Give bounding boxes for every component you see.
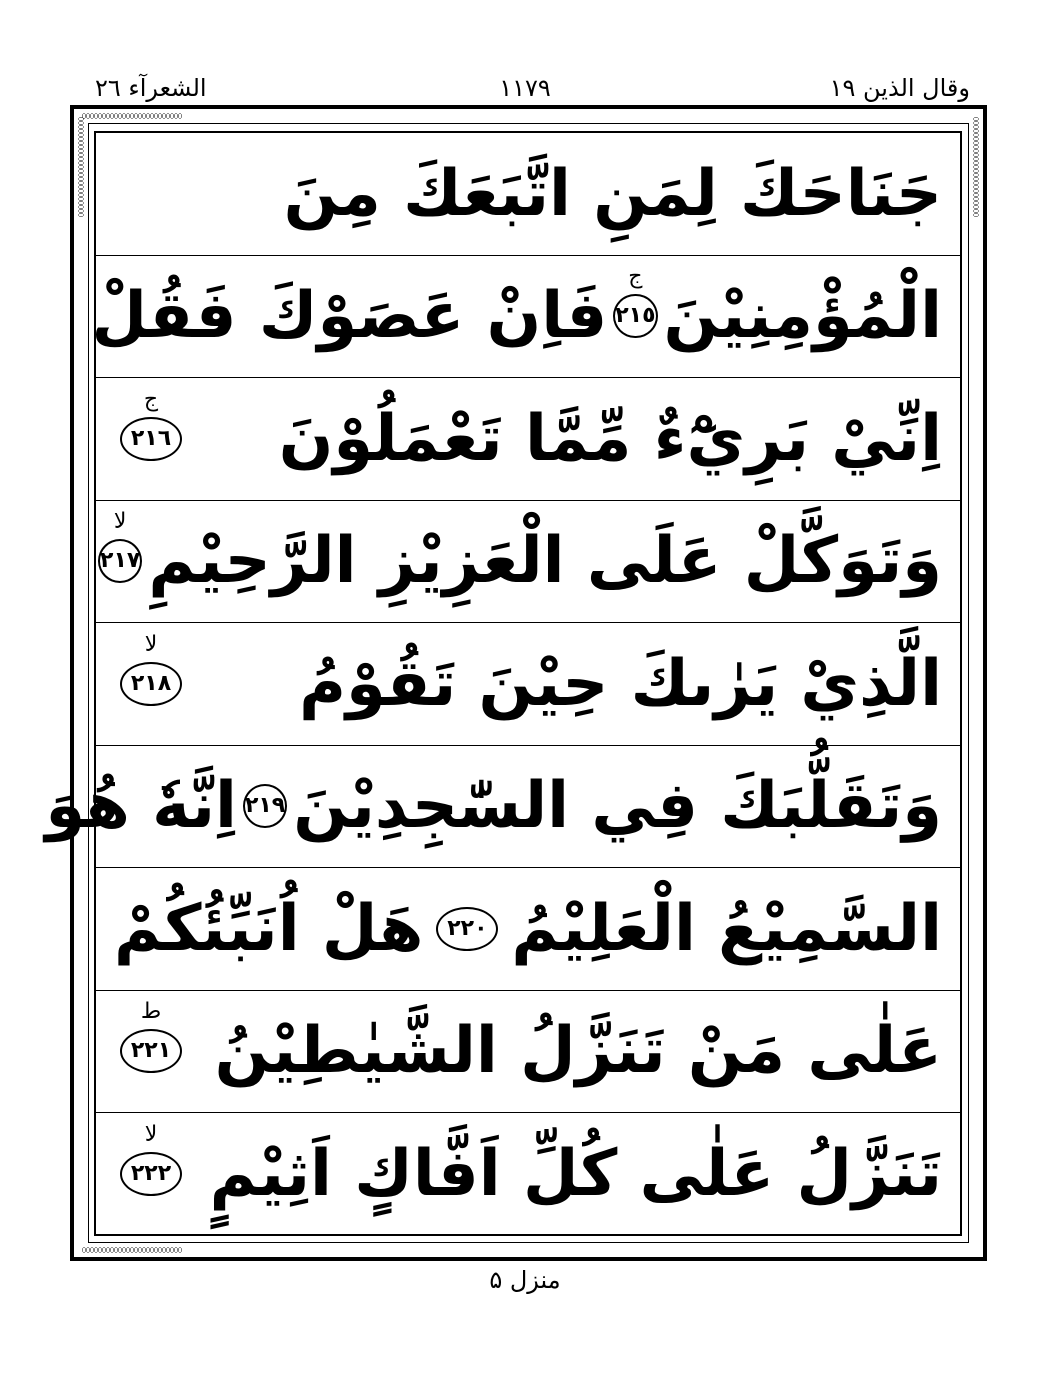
verse-text: وَتَوَكَّلْ عَلَى الْعَزِيْزِ الرَّحِيْمِ	[148, 524, 942, 599]
text-line	[91, 256, 960, 379]
chain-border-left	[76, 117, 86, 217]
page-header	[0, 70, 1050, 110]
verse-text: تَنَزَّلُ عَلٰى كُلِّ اَفَّاكٍ اَثِيْمٍ	[209, 1137, 942, 1212]
surah-title: الشعرآء ٢٦	[95, 74, 207, 102]
text-line	[96, 623, 960, 746]
verse-text: الْمُؤْمِنِيْنَ	[663, 279, 942, 354]
pause-mark: لا	[144, 631, 158, 657]
pause-mark: ط	[140, 999, 162, 1025]
verse-text: جَنَاحَكَ لِمَنِ اتَّبَعَكَ مِنَ	[283, 156, 942, 231]
text-line	[96, 378, 960, 501]
chain-border-top	[82, 111, 182, 121]
verse-text: اِنَّهٗ هُوَ	[45, 769, 237, 844]
ayah-number-marker: ٢١٧ لا	[98, 539, 142, 583]
text-line	[96, 133, 960, 256]
manzil-label: منزل ۵	[489, 1266, 561, 1294]
juz-title: وقال الذين ١٩	[829, 74, 970, 102]
ayah-number-marker: ٢١٥ ج	[613, 294, 657, 338]
verse-text: الَّذِيْ يَرٰىكَ حِيْنَ تَقُوْمُ	[299, 646, 942, 721]
text-line	[96, 991, 960, 1114]
text-line	[96, 501, 960, 624]
pause-mark: لا	[144, 1122, 158, 1148]
text-line	[96, 868, 960, 991]
ayah-number-marker: ٢٢٠	[436, 907, 498, 951]
text-line	[45, 746, 960, 869]
verse-text: وَتَقَلُّبَكَ فِي السّٰجِدِيْنَ	[293, 769, 942, 844]
verse-text: هَلْ اُنَبِّئُكُمْ	[114, 891, 424, 966]
page-number: ١١٧٩	[499, 74, 551, 102]
ayah-number-marker: ٢٢٢ لا	[120, 1152, 182, 1196]
text-line	[96, 1113, 960, 1236]
pause-mark: ج	[143, 386, 159, 412]
chain-border-right	[971, 117, 981, 217]
chain-border-bottom	[82, 1245, 182, 1255]
pause-mark: ج	[628, 264, 643, 290]
verse-text: السَّمِيْعُ الْعَلِيْمُ	[511, 891, 942, 966]
pause-mark: لا	[113, 509, 127, 535]
ayah-number-marker: ٢١٨ لا	[120, 662, 182, 706]
quran-text-box	[45, 131, 962, 1236]
ayah-number-marker: ٢١٦ ج	[120, 417, 182, 461]
ayah-number-marker: ٢٢١ ط	[120, 1029, 182, 1073]
ayah-number-marker: ٢١٩	[243, 784, 287, 828]
verse-text: اِنِّيْ بَرِيْٓءٌ مِّمَّا تَعْمَلُوْنَ	[278, 401, 942, 476]
verse-text: عَلٰى مَنْ تَنَزَّلُ الشَّيٰطِيْنُ	[214, 1014, 942, 1089]
verse-text: فَاِنْ عَصَوْكَ فَقُلْ	[91, 279, 608, 354]
